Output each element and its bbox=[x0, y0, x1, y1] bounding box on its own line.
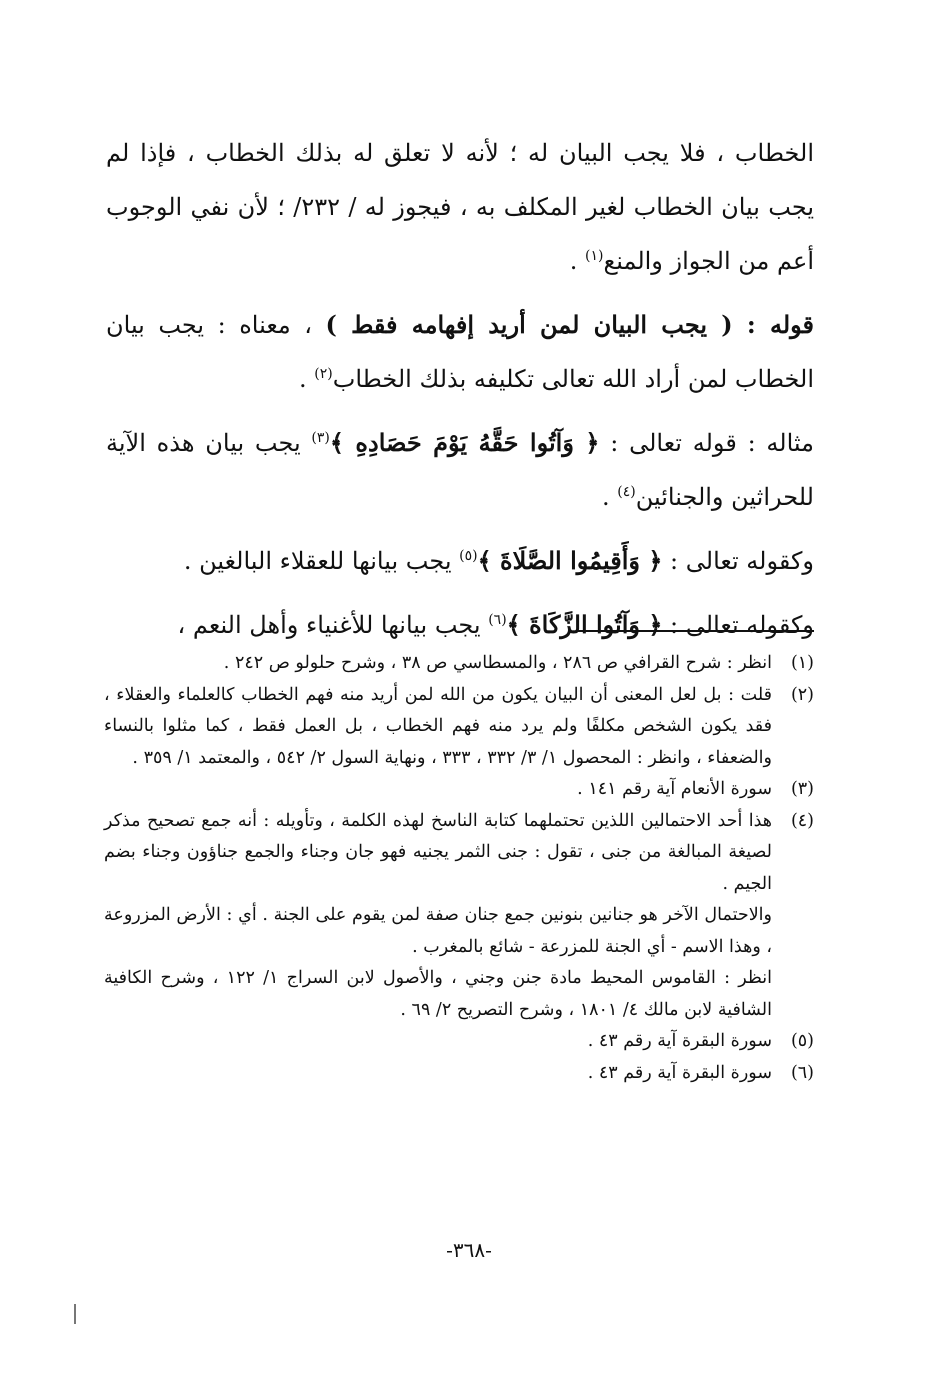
footnotes bbox=[104, 648, 814, 1089]
footnote-number: (١) bbox=[790, 653, 814, 673]
footnote-number: (٤) bbox=[790, 810, 814, 831]
footnote-number: (٣) bbox=[790, 779, 814, 799]
footnote-text: والاحتمال الآخر هو جنانين بنونين جمع جنان صفة لمن يقوم على الجنة . أي : الأرض المزروعة ، وهذا الاسم - أي الجنة للمزرعة - شائع بالمغرب . bbox=[104, 905, 772, 957]
footnote-1 bbox=[104, 648, 814, 680]
footnote-5 bbox=[104, 1026, 814, 1058]
paragraph-5 bbox=[106, 598, 814, 652]
paragraph-4-text-b: يجب بيانها للعقلاء البالغين . bbox=[183, 547, 460, 575]
footnote-number: (٥) bbox=[790, 1031, 814, 1051]
paragraph-3-verse: ﴿ وَآتُوا حَقَّهُ يَوْمَ حَصَادِهِ ﴾ bbox=[329, 428, 600, 457]
paragraph-3-text-b: يجب بيان هذه الآية للحراثين والجنائين bbox=[106, 429, 814, 511]
footnote-ref-3[interactable]: (٣) bbox=[311, 430, 330, 446]
paragraph-2-lead: قوله : bbox=[732, 310, 815, 339]
footnote-text: سورة الأنعام آية رقم ١٤١ . bbox=[577, 779, 772, 799]
footnote-2 bbox=[104, 680, 814, 775]
footnote-6 bbox=[104, 1058, 814, 1090]
footnote-4-continued bbox=[104, 900, 814, 963]
footnote-number: (٦) bbox=[790, 1062, 814, 1083]
footnote-text: سورة البقرة آية رقم ٤٣ . bbox=[587, 1062, 772, 1083]
paragraph-4-verse: ﴿ وَأَقِيمُوا الصَّلَاةَ ﴾ bbox=[477, 546, 663, 575]
margin-mark bbox=[74, 1304, 76, 1324]
footnote-4 bbox=[104, 806, 814, 901]
footnote-ref-6[interactable]: (٦) bbox=[488, 612, 507, 628]
paragraph-2 bbox=[106, 298, 814, 406]
footnote-separator bbox=[576, 630, 814, 632]
main-text bbox=[106, 126, 814, 662]
footnote-text: سورة البقرة آية رقم ٤٣ . bbox=[587, 1031, 772, 1051]
footnote-4-references bbox=[104, 963, 814, 1026]
paragraph-5-text-b: يجب بيانها للأغنياء وأهل النعم ، bbox=[177, 611, 489, 639]
paragraph-2-end: . bbox=[299, 365, 315, 393]
paragraph-2-quote: ( يجب البيان لمن أريد إفهامه فقط ) bbox=[325, 310, 733, 339]
footnote-text: قلت : بل لعل المعنى أن البيان يكون من الله لمن أريد منه فهم الخطاب كالعلماء والعقلاء ، فقد يكون الشخص مكلفًا ولم يرد منه فهم الخطاب ، بل العمل فقط ، كما مثلوا بالنساء والضعفاء ، وانظر : المحصول ١/ ٣/ ٣٣٢ ، ٣٣٣ ، ونهاية السول ٢/ ٥٤٢ ، والمعتمد ١/ ٣٥٩ . bbox=[104, 684, 772, 768]
paragraph-2-text: ، معناه : يجب بيان الخطاب لمن أراد الله تعالى تكليفه بذلك الخطاب bbox=[106, 311, 814, 393]
paragraph-3 bbox=[106, 416, 814, 524]
paragraph-5-verse: ﴿ وَآتُوا الزَّكَاةَ ﴾ bbox=[506, 610, 663, 639]
paragraph-5-text-a: وكقوله تعالى : bbox=[662, 611, 814, 639]
paragraph-1-text: الخطاب ، فلا يجب البيان له ؛ لأنه لا تعلق له بذلك الخطاب ، فإذا لم يجب بيان الخطاب لغير المكلف به ، فيجوز له / ٢٣٢/ ؛ لأن نفي الوجوب أعم من الجواز والمنع bbox=[106, 139, 815, 275]
footnote-ref-2[interactable]: (٢) bbox=[314, 366, 333, 382]
footnote-ref-5[interactable]: (٥) bbox=[459, 548, 478, 564]
footnote-text: هذا أحد الاحتمالين اللذين تحتملهما كتابة الناسخ لهذه الكلمة ، وتأويله : أنه جمع تصحيح مذكر لصيغة المبالغة من جنى ، تقول : جنى الثمر يجنيه فهو جان وجناء والجمع جناؤون وجناء بضم الجيم . bbox=[104, 810, 772, 894]
footnote-ref-1[interactable]: (١) bbox=[584, 248, 604, 264]
footnote-ref-4[interactable]: (٤) bbox=[617, 484, 636, 500]
paragraph-3-end: . bbox=[601, 483, 618, 511]
page-number: -٣٦٨- bbox=[446, 1238, 492, 1262]
paragraph-4 bbox=[106, 534, 814, 588]
paragraph-3-text-a: مثاله : قوله تعالى : bbox=[599, 429, 815, 457]
paragraph-1 bbox=[106, 126, 814, 288]
paragraph-4-text-a: وكقوله تعالى : bbox=[662, 547, 814, 575]
paragraph-1-end: . bbox=[569, 247, 585, 275]
footnote-number: (٢) bbox=[790, 684, 814, 705]
footnote-text: انظر : شرح القرافي ص ٢٨٦ ، والمسطاسي ص ٣٨ ، وشرح حلولو ص ٢٤٢ . bbox=[223, 653, 772, 673]
footnote-text: انظر : القاموس المحيط مادة جنن وجني ، والأصول لابن السراج ١/ ١٢٢ ، وشرح الكافية الشافية لابن مالك ٤/ ١٨٠١ ، وشرح التصريح ٢/ ٦٩ . bbox=[104, 968, 773, 1020]
footnote-3 bbox=[104, 774, 814, 806]
